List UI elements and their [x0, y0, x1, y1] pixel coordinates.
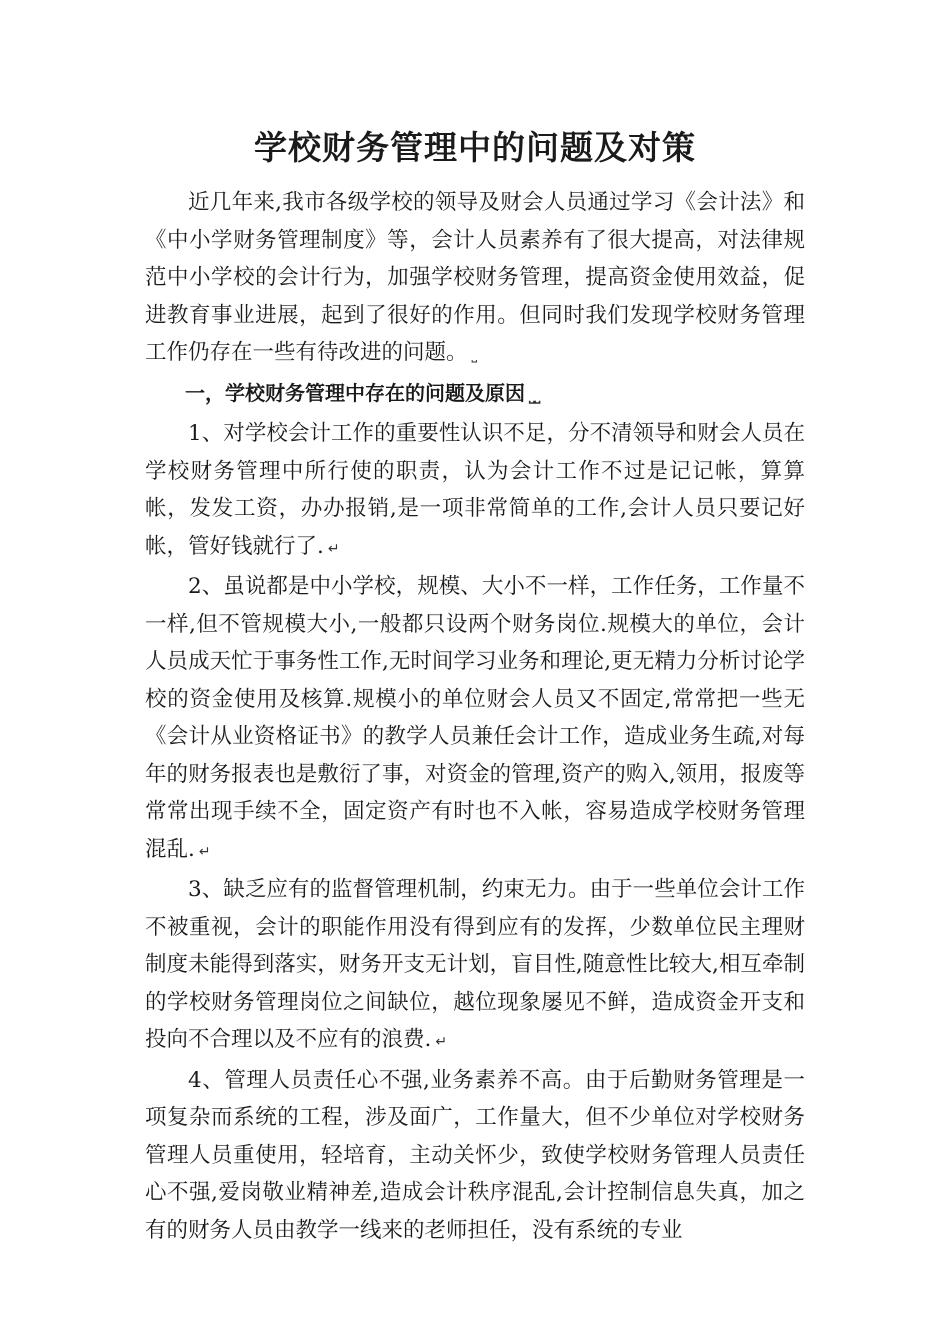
paragraph-item-1: 1、对学校会计工作的重要性认识不足，分不清领导和财会人员在学校财务管理中所行使的职责，认为会计工作不过是记记帐，算算帐，发发工资，办办报销,是一项非常简单的工作,会计人员只要记好帐，管好钱就行了. ↵ — [145, 421, 805, 559]
section-heading: 一，学校财务管理中存在的问题及原因 ⎵⎵ — [185, 380, 541, 405]
document-body — [145, 184, 805, 1252]
paragraph-item-2: 2、虽说都是中小学校，规模、大小不一样，工作任务，工作量不一样,但不管规模大小,一般都只设两个财务岗位.规模大的单位，会计人员成天忙于事务性工作,无时间学习业务和理论,更无精力分析讨论学校的资金使用及核算.规模小的单位财会人员又不固定,常常把一些无《会计从业资格证书》的教学人员兼任会计工作，造成业务生疏,对每年的财务报表也是敷衍了事，对资金的管理,资产的购入,领用，报废等常常出现手续不全，固定资产有时也不入帐，容易造成学校财务管理混乱. ↵ — [145, 574, 805, 862]
paragraph-mark: ⎵⎵ — [529, 387, 541, 404]
paragraph-item-4: 4、管理人员责任心不强,业务素养不高。由于后勤财务管理是一项复杂而系统的工程，涉及面广，工作量大，但不少单位对学校财务管理人员重使用，轻培育，主动关怀少，致使学校财务管理人员责任心不强,爱岗敬业精神差,造成会计秩序混乱,会计控制信息失真，加之有的财务人员由教学一线来的老师担任，没有系统的专业 — [145, 1067, 805, 1243]
paragraph-mark: ↵ — [327, 540, 340, 557]
paragraph-mark: ↵ — [198, 843, 211, 860]
paragraph-intro: 近几年来,我市各级学校的领导及财会人员通过学习《会计法》和《中小学财务管理制度》等，会计人员素养有了很大提高，对法律规范中小学校的会计行为，加强学校财务管理，提高资金使用效益，促进教育事业进展，起到了很好的作用。但同时我们发现学校财务管理工作仍存在一些有待改进的问题。 ⎵ — [145, 190, 805, 365]
document-title: 学校财务管理中的问题及对策 — [254, 128, 696, 167]
paragraph-mark: ↵ — [435, 1034, 448, 1050]
paragraph-item-3: 3、缺乏应有的监督管理机制，约束无力。由于一些单位会计工作不被重视，会计的职能作用没有得到应有的发挥，少数单位民主理财制度未能得到落实，财务开支无计划，盲目性,随意性比较大,相互牵制的学校财务管理岗位之间缺位，越位现象屡见不鲜，造成资金开支和投向不合理以及不应有的浪费. ↵ — [145, 877, 805, 1052]
paragraph-mark: ⎵ — [471, 347, 478, 363]
